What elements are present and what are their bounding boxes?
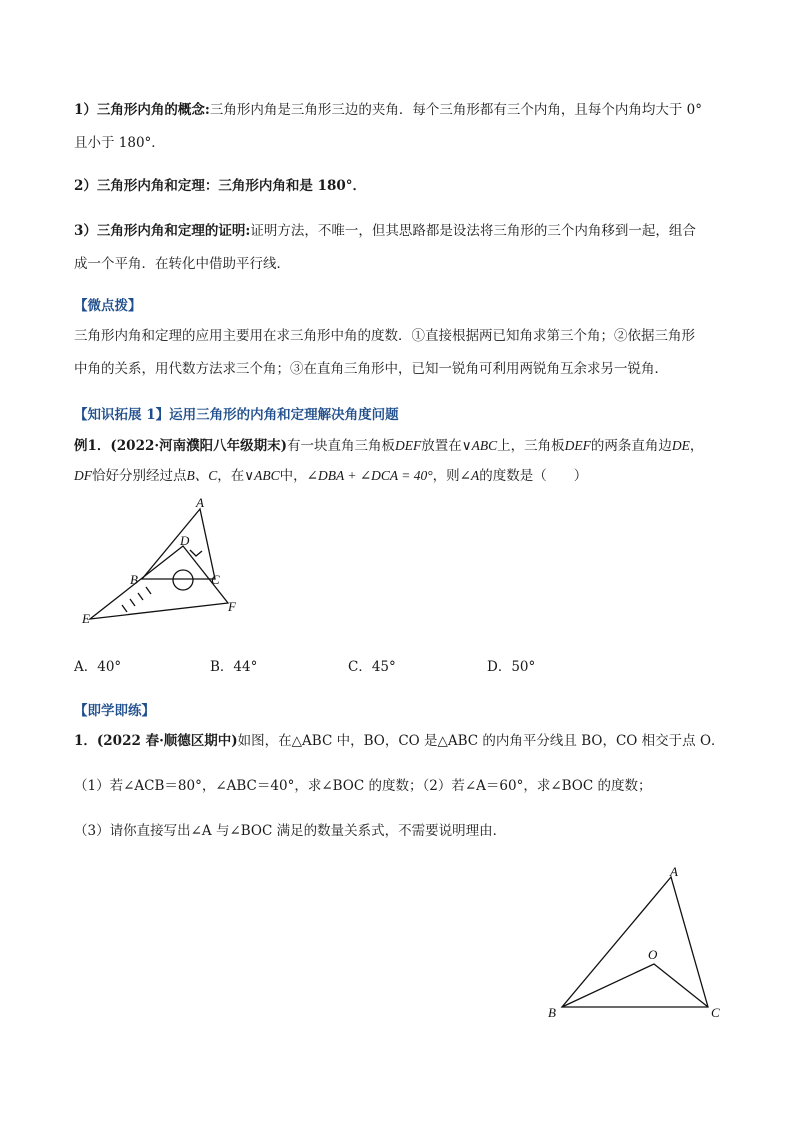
label-b: B xyxy=(548,1005,556,1020)
label-o: O xyxy=(648,947,658,962)
practice-title: 【即学即练】 xyxy=(74,703,155,719)
label-f: F xyxy=(228,599,236,614)
math-de: DE xyxy=(671,438,690,453)
triangle-abc xyxy=(562,877,708,1007)
question-stem: 如图，在△ABC 中，BO，CO 是△ABC 的内角平分线且 BO，CO 相交于点 O． xyxy=(237,733,725,749)
extension-title: 【知识拓展 1】运用三角形的内角和定理解决角度问题 xyxy=(74,407,399,423)
example-source: (2022·河南濮阳八年级期末) xyxy=(110,438,287,454)
proof-continuation: 成一个平角．在转化中借助平行线． xyxy=(74,256,290,272)
option-c[interactable]: C．45° xyxy=(348,659,396,675)
label-b: B xyxy=(130,572,138,587)
math-equation: ∠DBA + ∠DCA = 40° xyxy=(306,468,433,483)
example-number: 例1． xyxy=(74,438,111,454)
example-text: 有一块直角三角板 xyxy=(286,438,395,454)
example-text: ，则 xyxy=(432,468,460,484)
proof-heading: 3）三角形内角和定理的证明: xyxy=(74,223,251,239)
tip-title: 【微点拨】 xyxy=(74,298,142,314)
label-a: A xyxy=(196,495,204,510)
math-def: DEF xyxy=(394,438,422,453)
math-bc: B、C xyxy=(186,468,218,483)
math-abc: ∨ABC xyxy=(244,468,280,483)
theorem-text: 三角形内角和是 180°． xyxy=(218,178,367,194)
triangle-figure-1 xyxy=(70,495,270,635)
example-text: 上，三角板 xyxy=(497,438,565,454)
proof-text: 证明方法，不唯一，但其思路都是设法将三角形的三个内角移到一起，组合 xyxy=(250,223,696,239)
proof-paragraph xyxy=(74,221,696,241)
math-angle-a: ∠A xyxy=(459,468,480,483)
concept-text: 三角形内角是三角形三边的夹角．每个三角形都有三个内角，且每个内角均大于 0° xyxy=(209,102,703,118)
option-a[interactable]: A．40° xyxy=(74,659,122,675)
concept-continuation: 且小于 180°． xyxy=(74,135,165,151)
theorem-paragraph xyxy=(74,176,366,196)
math-df: DF xyxy=(74,468,92,483)
option-b[interactable]: B．44° xyxy=(210,659,258,675)
tip-line-1: 三角形内角和定理的应用主要用在求三角形中角的度数．①直接根据两已知角求第三个角；②依据三角形 xyxy=(74,328,695,344)
label-c: C xyxy=(211,572,220,587)
example-text: ， xyxy=(689,438,704,454)
example-text: 恰好分别经过点 xyxy=(92,468,187,484)
right-angle-mark xyxy=(190,550,202,556)
triangle-def xyxy=(90,546,228,619)
triangle-abc xyxy=(142,509,215,579)
concept-heading: 1）三角形内角的概念: xyxy=(74,102,210,118)
bisector-lines xyxy=(562,964,708,1007)
math-def: DEF xyxy=(564,438,591,453)
label-c: C xyxy=(711,1005,720,1020)
concept-paragraph xyxy=(74,100,702,120)
label-e: E xyxy=(82,611,90,626)
practice-question-1 xyxy=(74,731,725,751)
option-d[interactable]: D．50° xyxy=(487,659,536,675)
tip-line-2: 中角的关系，用代数方法求三个角；③在直角三角形中，已知一锐角可利用两锐角互余求另一锐角． xyxy=(74,361,668,377)
example-line-2 xyxy=(74,466,587,486)
question-parts-1-2: （1）若∠ACB＝80°，∠ABC＝40°，求∠BOC 的度数；（2）若∠A＝60°，求∠BOC 的度数； xyxy=(74,778,652,794)
example-text: 放置在 xyxy=(421,438,462,454)
label-d: D xyxy=(180,533,190,548)
question-number: 1． xyxy=(74,733,97,749)
protractor-circle xyxy=(173,570,193,590)
example-text: ，在 xyxy=(217,468,245,484)
example-text: 中， xyxy=(279,468,307,484)
label-a: A xyxy=(670,864,678,879)
theorem-heading: 2）三角形内角和定理： xyxy=(74,178,219,194)
question-source: (2022 春·顺德区期中) xyxy=(96,733,238,749)
example-text: 的两条直角边 xyxy=(590,438,672,454)
triangle-figure-2 xyxy=(540,860,730,1025)
question-part-3: （3）请你直接写出∠A 与∠BOC 满足的数量关系式，不需要说明理由． xyxy=(74,823,507,839)
math-abc: ∨ABC xyxy=(461,438,498,453)
example-line-1 xyxy=(74,436,703,456)
example-text: 的度数是（ ） xyxy=(479,468,588,484)
